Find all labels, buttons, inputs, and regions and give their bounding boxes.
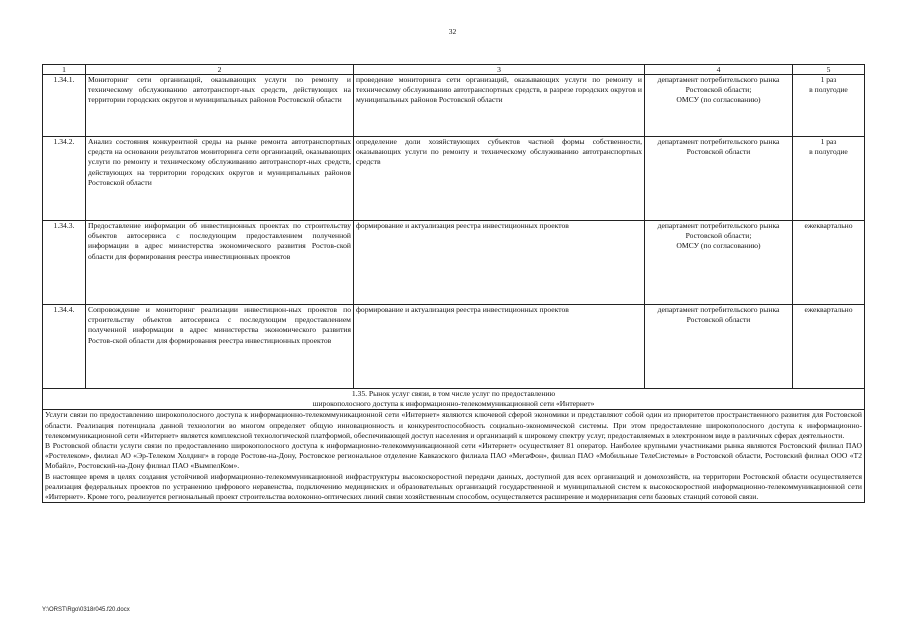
header-cell: 3 <box>354 65 645 75</box>
result-cell: проведение мониторинга сети организаций, оказывающих услуги по ремонту и техническому обслуживанию автотранспортных средств, в разрезе городских округов и муниципальных районов Ростовской области <box>354 75 645 137</box>
executor-cell <box>645 75 793 137</box>
period-line: ежеквартально <box>804 305 853 314</box>
measure-cell: Сопровождение и мониторинг реализации инвестицион-ных проектов по строительству объектов автосервиса с последующим предоставлением полученной информации в адрес министерства экономического развития Ростов-ской области для формирования реестра инвестиционных проектов <box>86 305 354 389</box>
section-title <box>43 389 865 410</box>
result-cell: формирование и актуализация реестра инвестиционных проектов <box>354 305 645 389</box>
executor-line: департамент потребительского рынка Ростовской области <box>657 137 780 157</box>
row-number: 1.34.3. <box>43 221 86 305</box>
period-cell <box>793 305 865 389</box>
period-line: ежеквартально <box>804 221 853 230</box>
section-title-line: 1.35. Рынок услуг связи, в том числе услуг по предоставлению <box>351 389 556 398</box>
period-cell <box>793 75 865 137</box>
executor-line: ОМСУ (по согласованию) <box>676 241 761 251</box>
row-number: 1.34.4. <box>43 305 86 389</box>
header-cell: 2 <box>86 65 354 75</box>
measure-cell: Предоставление информации об инвестиционных проектах по строительству объектов автосервиса с последующим предоставлением полученной информации в адрес министерства экономического развития Ростов-ской области для формирования реестра инвестиционных проектов <box>86 221 354 305</box>
measures-table <box>42 64 865 503</box>
file-path-footer: Y:\ORST\Rgo\0318r045.f20.docx <box>42 607 130 613</box>
executor-line: департамент потребительского рынка Ростовской области; <box>657 75 780 95</box>
paragraph: В настоящее время в целях создания устойчивой информационно-телекоммуникационной инфраструктуры высокоскоростной передачи данных, доступной для всех организаций и домохозяйств, на территории Ростовской области осуществляется реализация федеральных проектов по устранению цифрового неравенства, подключению медицинских и образовательных организаций государственной и муниципальной систем к высокоскоростной информационно-телекоммуникационной сети «Интернет». Кроме того, реализуется региональный проект строительства волоконно-оптических линий связи хозяйственным способом, осуществляется расширение и модернизация сети базовых станций сотовой связи. <box>45 471 862 502</box>
section-title-row <box>43 389 865 410</box>
executor-line: департамент потребительского рынка Ростовской области <box>657 305 780 325</box>
table-row <box>43 221 865 305</box>
period-line: 1 раз <box>820 75 837 84</box>
paragraph: В Ростовской области услуги связи по предоставлению широкополосного доступа к информационно-телекоммуникационной сети «Интернет» осуществляет 81 оператор. Наиболее крупными участниками рынка являются Ростовский филиал ПАО «Ростелеком», филиал АО «Эр-Телеком Холдинг» в городе Ростове-на-Дону, Ростовское региональное отделение Кавказского филиала ПАО «МегаФон», филиал ПАО «Мобильные ТелеСистемы» в Ростовской области, Ростовский филиал ООО «Т2 Мобайл», Ростовский-на-Дону филиал ПАО «ВымпелКом». <box>45 441 862 471</box>
row-number: 1.34.2. <box>43 137 86 221</box>
table-row <box>43 305 865 389</box>
period-cell <box>793 221 865 305</box>
table-header-row <box>43 65 865 75</box>
period-cell <box>793 137 865 221</box>
executor-line: ОМСУ (по согласованию) <box>676 95 761 105</box>
section-title-line: широкополосного доступа к информационно-телекоммуникационной сети «Интернет» <box>312 399 595 409</box>
paragraph: Услуги связи по предоставлению широкополосного доступа к информационно-телекоммуникационной сети «Интернет» являются ключевой сферой экономики и представляют собой один из приоритетов пространственного развития для Ростовской области. Реализация потенциала данной технологии во многом определяет общую инновационность и конкурентоспособность социально-экономической системы. При этом предоставление широкополосного доступа к информационно-телекоммуникационной сети «Интернет» является комплексной технологической платформой, обеспечивающей доступ населения и организаций к широкому спектру услуг, предоставляемых в электронном виде в различных сферах деятельности. <box>45 410 862 440</box>
executor-cell <box>645 305 793 389</box>
header-cell: 1 <box>43 65 86 75</box>
measure-cell: Анализ состояния конкурентной среды на рынке ремонта автотранспортных средств на основании результатов мониторинга сети организаций, оказывающих услуги по ремонту и техническому обслуживанию автотранспорт-ных средств, действующих на территории городских округов и муниципальных районов Ростовской области <box>86 137 354 221</box>
header-cell: 4 <box>645 65 793 75</box>
header-cell: 5 <box>793 65 865 75</box>
section-text-row <box>43 410 865 503</box>
measure-cell: Мониторинг сети организаций, оказывающих услуги по ремонту и техническому обслуживанию автотранспорт-ных средств, действующих на территории городских округов и муниципальных районов Ростовской области <box>86 75 354 137</box>
page-number: 32 <box>448 27 457 36</box>
period-line: в полугодие <box>809 85 848 95</box>
section-text <box>43 410 865 503</box>
result-cell: формирование и актуализация реестра инвестиционных проектов <box>354 221 645 305</box>
executor-cell <box>645 137 793 221</box>
result-cell: определение доли хозяйствующих субъектов частной формы собственности, оказывающих услуги по ремонту и техническому обслуживанию автотранспортных средств <box>354 137 645 221</box>
table-row <box>43 137 865 221</box>
executor-line: департамент потребительского рынка Ростовской области; <box>657 221 780 241</box>
table-row <box>43 75 865 137</box>
period-line: 1 раз <box>820 137 837 146</box>
row-number: 1.34.1. <box>43 75 86 137</box>
executor-cell <box>645 221 793 305</box>
period-line: в полугодие <box>809 147 848 157</box>
